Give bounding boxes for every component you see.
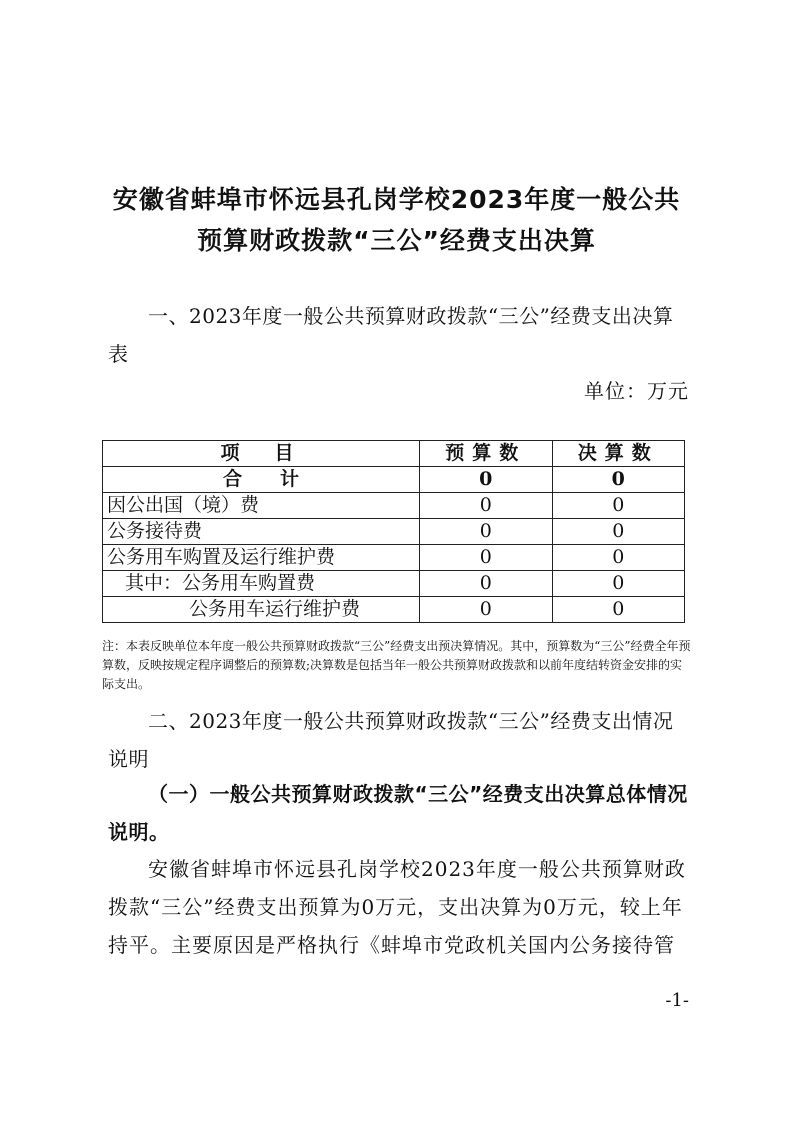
table-row <box>103 571 685 597</box>
row-budget: 0 <box>420 519 552 545</box>
table-row <box>103 597 685 623</box>
table-row <box>103 493 685 519</box>
row-actual: 0 <box>552 493 684 519</box>
row-label: 其中：公务用车购置费 <box>103 571 420 597</box>
row-label: 合 计 <box>103 467 420 493</box>
section2-subheading: （一）一般公共预算财政拨款“三公”经费支出决算总体情况说明。 <box>108 782 688 844</box>
document-title-line2: 预算财政拨款“三公”经费支出决算 <box>197 226 596 255</box>
row-budget: 0 <box>420 467 552 493</box>
section1-heading: 一、2023年度一般公共预算财政拨款“三公”经费支出决算表 <box>108 304 674 366</box>
column-header-actual: 决算数 <box>552 441 684 467</box>
column-header-budget: 预算数 <box>420 441 552 467</box>
page-number: -1- <box>665 990 689 1011</box>
table-row <box>103 545 685 571</box>
three-public-expenses-table <box>102 440 685 623</box>
row-actual: 0 <box>552 571 684 597</box>
table-row-total <box>103 467 685 493</box>
row-budget: 0 <box>420 597 552 623</box>
document-title-line1: 安徽省蚌埠市怀远县孔岗学校2023年度一般公共 <box>112 185 681 214</box>
row-label: 因公出国（境）费 <box>103 493 420 519</box>
unit-label: 单位：万元 <box>584 379 689 403</box>
row-budget: 0 <box>420 571 552 597</box>
row-label: 公务用车运行维护费 <box>103 597 420 623</box>
row-actual: 0 <box>552 467 684 493</box>
row-budget: 0 <box>420 493 552 519</box>
column-header-item: 项 目 <box>103 441 420 467</box>
row-actual: 0 <box>552 597 684 623</box>
table-row <box>103 519 685 545</box>
table-header-row <box>103 441 685 467</box>
table-note: 注：本表反映单位本年度一般公共预算财政拨款“三公”经费支出预决算情况。其中，预算数为“三公”经费全年预算数，反映按规定程序调整后的预算数;决算数是包括当年一般公共预算财政拨款和以前年度结转资金安排的实际支出。 <box>102 639 691 691</box>
row-label: 公务接待费 <box>103 519 420 545</box>
row-label: 公务用车购置及运行维护费 <box>103 545 420 571</box>
row-actual: 0 <box>552 545 684 571</box>
row-budget: 0 <box>420 545 552 571</box>
section2-paragraph: 安徽省蚌埠市怀远县孔岗学校2023年度一般公共预算财政拨款“三公”经费支出预算为0万元，支出决算为0万元，较上年持平。主要原因是严格执行《蚌埠市党政机关国内公务接待管 <box>108 857 686 957</box>
row-actual: 0 <box>552 519 684 545</box>
section2-heading: 二、2023年度一般公共预算财政拨款“三公”经费支出情况说明 <box>108 709 674 771</box>
